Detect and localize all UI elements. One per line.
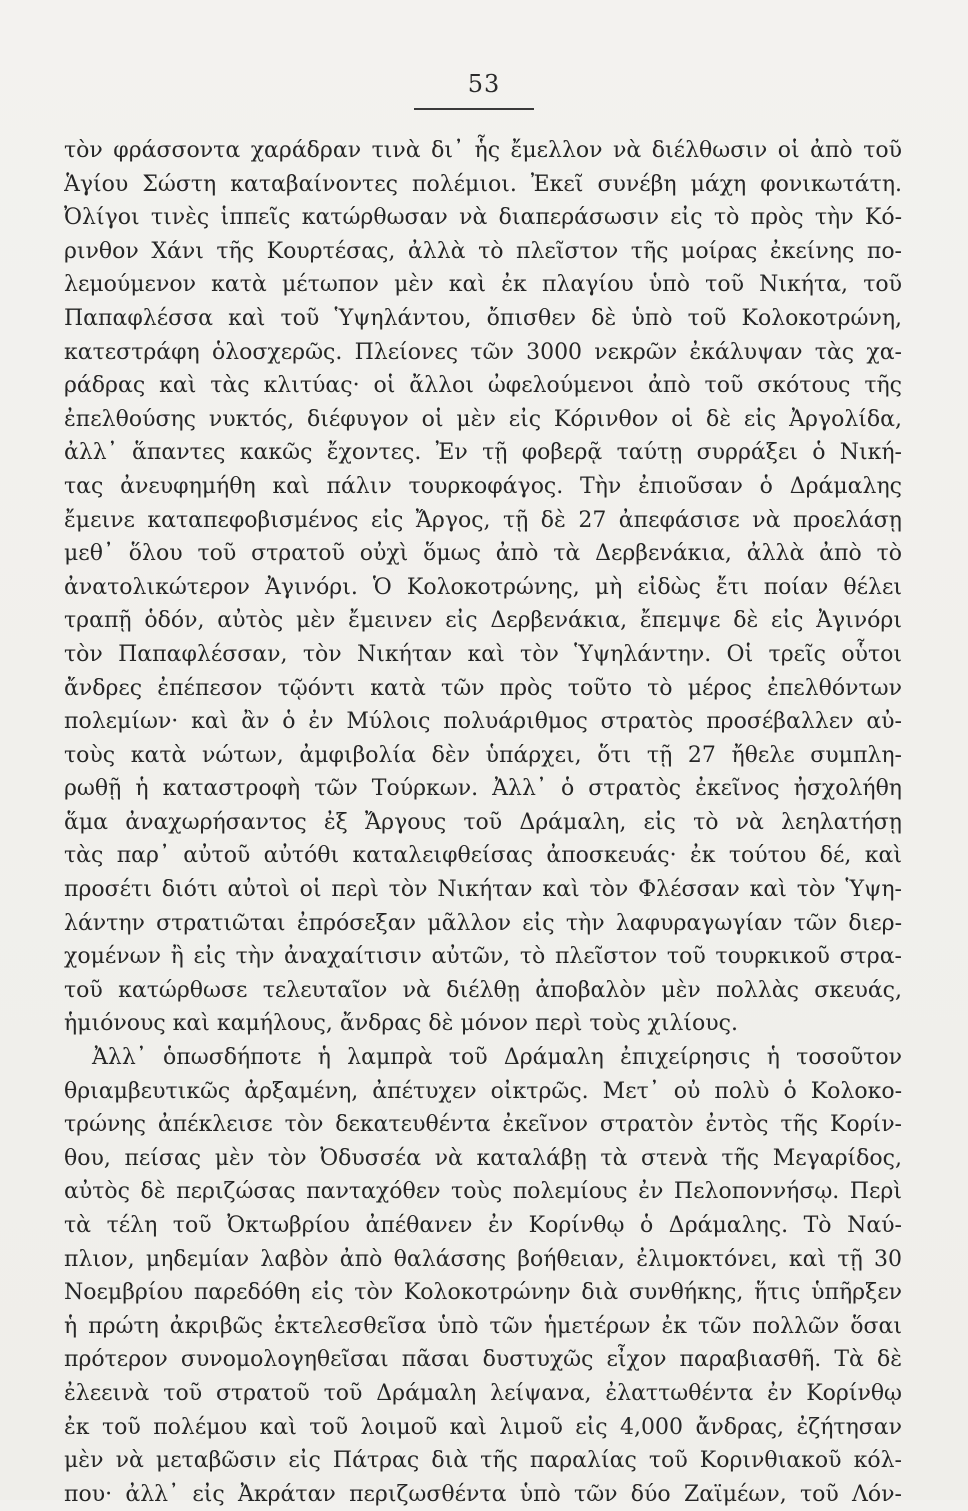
page-number: 53	[467, 70, 501, 98]
text-line: μὲν νὰ μεταβῶσιν εἰς Πάτρας διὰ τῆς παραλίας τοῦ Κορινθιακοῦ κόλ-	[64, 1448, 902, 1474]
text-line: Ὀλίγοι τινὲς ἱππεῖς κατώρθωσαν νὰ διαπεράσωσιν εἰς τὸ πρὸς τὴν Κό-	[64, 205, 902, 231]
text-line: που· ἀλλ᾽ εἰς Ἀκράταν περιζωσθέντα ὑπὸ τῶν δύο Ζαϊμέων, τοῦ Λόν-	[64, 1481, 902, 1507]
text-line: Ἁγίου Σώστη καταβαίνοντες πολέμιοι. Ἐκεῖ συνέβη μάχη φονικωτάτη.	[64, 171, 902, 197]
text-line: ἅμα ἀναχωρήσαντος ἐξ Ἄργους τοῦ Δράμαλη, εἰς τὸ νὰ λεηλατήσῃ	[64, 809, 902, 835]
text-line: ἐπελθούσης νυκτός, διέφυγον οἱ μὲν εἰς Κόρινθον οἱ δὲ εἰς Ἀργολίδα,	[64, 406, 902, 432]
text-line: αὐτὸς δὲ περιζώσας πανταχόθεν τοὺς πολεμίους ἐν Πελοποννήσῳ. Περὶ	[64, 1179, 902, 1205]
text-line: ρωθῇ ἡ καταστροφὴ τῶν Τούρκων. Ἀλλ᾽ ὁ στρατὸς ἐκεῖνος ἠσχολήθη	[64, 776, 902, 802]
header-rule	[414, 108, 534, 110]
text-line: τὰ τέλη τοῦ Ὀκτωβρίου ἀπέθανεν ἐν Κορίνθῳ ὁ Δράμαλης. Τὸ Ναύ-	[64, 1213, 902, 1238]
text-line: τοὺς κατὰ νώτων, ἀμφιβολία δὲν ὑπάρχει, ὅτι τῇ 27 ἤθελε συμπλη-	[64, 742, 902, 768]
text-line: ἡμιόνους καὶ καμήλους, ἄνδρας δὲ μόνον περὶ τοὺς χιλίους.	[64, 1011, 738, 1037]
text-line: τὸν Παπαφλέσσαν, τὸν Νικήταν καὶ τὸν Ὑψηλάντην. Οἱ τρεῖς οὗτοι	[64, 641, 902, 667]
text-line: μεθ᾽ ὅλου τοῦ στρατοῦ οὐχὶ ὅμως ἀπὸ τὰ Δερβενάκια, ἀλλὰ ἀπὸ τὸ	[64, 541, 902, 567]
text-line: τας ἀνευφημήθη καὶ πάλιν τουρκοφάγος. Τὴν ἐπιοῦσαν ὁ Δράμαλης	[64, 473, 902, 499]
text-line: κατεστράφη ὁλοσχερῶς. Πλείονες τῶν 3000 νεκρῶν ἐκάλυψαν τὰς χα-	[64, 339, 902, 365]
text-line: ἐλεεινὰ τοῦ στρατοῦ τοῦ Δράμαλη λείψανα, ἐλαττωθέντα ἐν Κορίνθῳ	[64, 1380, 902, 1406]
text-line: τρώνης ἀπέκλεισε τὸν δεκατευθέντα ἐκεῖνον στρατὸν ἐντὸς τῆς Κορίν-	[64, 1112, 902, 1138]
text-line: ἡ πρώτη ἀκριβῶς ἐκτελεσθεῖσα ὑπὸ τῶν ἡμετέρων ἐκ τῶν πολλῶν ὅσαι	[64, 1313, 902, 1339]
text-line: χομένων ἢ εἰς τὴν ἀναχαίτισιν αὐτῶν, τὸ πλεῖστον τοῦ τουρκικοῦ στρα-	[64, 944, 902, 970]
text-line: ἀνατολικώτερον Ἀγινόρι. Ὁ Κολοκοτρώνης, μὴ εἰδὼς ἔτι ποίαν θέλει	[64, 574, 902, 600]
text-line: πλιον, μηδεμίαν λαβὸν ἀπὸ θαλάσσης βοήθειαν, ἐλιμοκτόνει, καὶ τῇ 30	[64, 1246, 902, 1272]
text-line: Ἀλλ᾽ ὁπωσδήποτε ἡ λαμπρὰ τοῦ Δράμαλη ἐπιχείρησις ἡ τοσοῦτον	[92, 1045, 902, 1071]
text-line: ἐκ τοῦ πολέμου καὶ τοῦ λοιμοῦ καὶ λιμοῦ εἰς 4,000 ἄνδρας, ἐζήτησαν	[64, 1414, 902, 1440]
text-line: θριαμβευτικῶς ἀρξαμένη, ἀπέτυχεν οἰκτρῶς. Μετ᾽ οὐ πολὺ ὁ Κολοκο-	[64, 1078, 902, 1104]
text-line: ράδρας καὶ τὰς κλιτύας· οἱ ἄλλοι ὠφελούμενοι ἀπὸ τοῦ σκότους τῆς	[64, 373, 902, 399]
text-line: ἀλλ᾽ ἅπαντες κακῶς ἔχοντες. Ἐν τῇ φοβερᾷ ταύτῃ συρράξει ὁ Νική-	[64, 440, 902, 466]
text-line: λεμούμενον κατὰ μέτωπον μὲν καὶ ἐκ πλαγίου ὑπὸ τοῦ Νικήτα, τοῦ	[64, 272, 902, 298]
text-line: ἄνδρες ἐπέπεσον τῷόντι κατὰ τῶν πρὸς τοῦτο τὸ μέρος ἐπελθόντων	[64, 675, 902, 701]
text-line: ἔμεινε καταπεφοβισμένος εἰς Ἄργος, τῇ δὲ 27 ἀπεφάσισε νὰ προελάσῃ	[64, 507, 902, 533]
text-line: προσέτι διότι αὐτοὶ οἱ περὶ τὸν Νικήταν καὶ τὸν Φλέσσαν καὶ τὸν Ὑψη-	[64, 877, 902, 903]
text-line: τὸν φράσσοντα χαράδραν τινὰ δι᾽ ἧς ἔμελλον νὰ διέλθωσιν οἱ ἀπὸ τοῦ	[64, 138, 902, 163]
text-line: θου, πείσας μὲν τὸν Ὀδυσσέα νὰ καταλάβῃ τὰ στενὰ τῆς Μεγαρίδος,	[64, 1145, 902, 1171]
text-line: πολεμίων· καὶ ἂν ὁ ἐν Μύλοις πολυάριθμος στρατὸς προσέβαλλεν αὐ-	[64, 709, 902, 735]
text-line: τὰς παρ᾽ αὐτοῦ αὐτόθι καταλειφθείσας ἀποσκευάς· ἐκ τούτου δέ, καὶ	[64, 843, 902, 869]
body-text	[64, 134, 902, 1511]
text-line: τοῦ κατώρθωσε τελευταῖον νὰ διέλθῃ ἀποβαλὸν μὲν πολλὰς σκευάς,	[64, 977, 902, 1003]
text-line: Παπαφλέσσα καὶ τοῦ Ὑψηλάντου, ὄπισθεν δὲ ὑπὸ τοῦ Κολοκοτρώνη,	[64, 305, 902, 331]
text-line: πρότερον συνομολογηθεῖσαι πᾶσαι δυστυχῶς εἶχον παραβιασθῆ. Τὰ δὲ	[64, 1347, 902, 1373]
text-line: Νοεμβρίου παρεδόθη εἰς τὸν Κολοκοτρώνην διὰ συνθήκης, ἥτις ὑπῆρξεν	[64, 1280, 902, 1306]
text-line: τραπῇ ὁδόν, αὐτὸς μὲν ἔμεινεν εἰς Δερβενάκια, ἔπεμψε δὲ εἰς Ἀγινόρι	[64, 608, 902, 634]
text-line: ρινθον Χάνι τῆς Κουρτέσας, ἀλλὰ τὸ πλεῖστον τῆς μοίρας ἐκείνης πο-	[64, 238, 902, 264]
text-line: λάντην στρατιῶται ἐπρόσεξαν μᾶλλον εἰς τὴν λαφυραγωγίαν τῶν διερ-	[64, 910, 902, 936]
